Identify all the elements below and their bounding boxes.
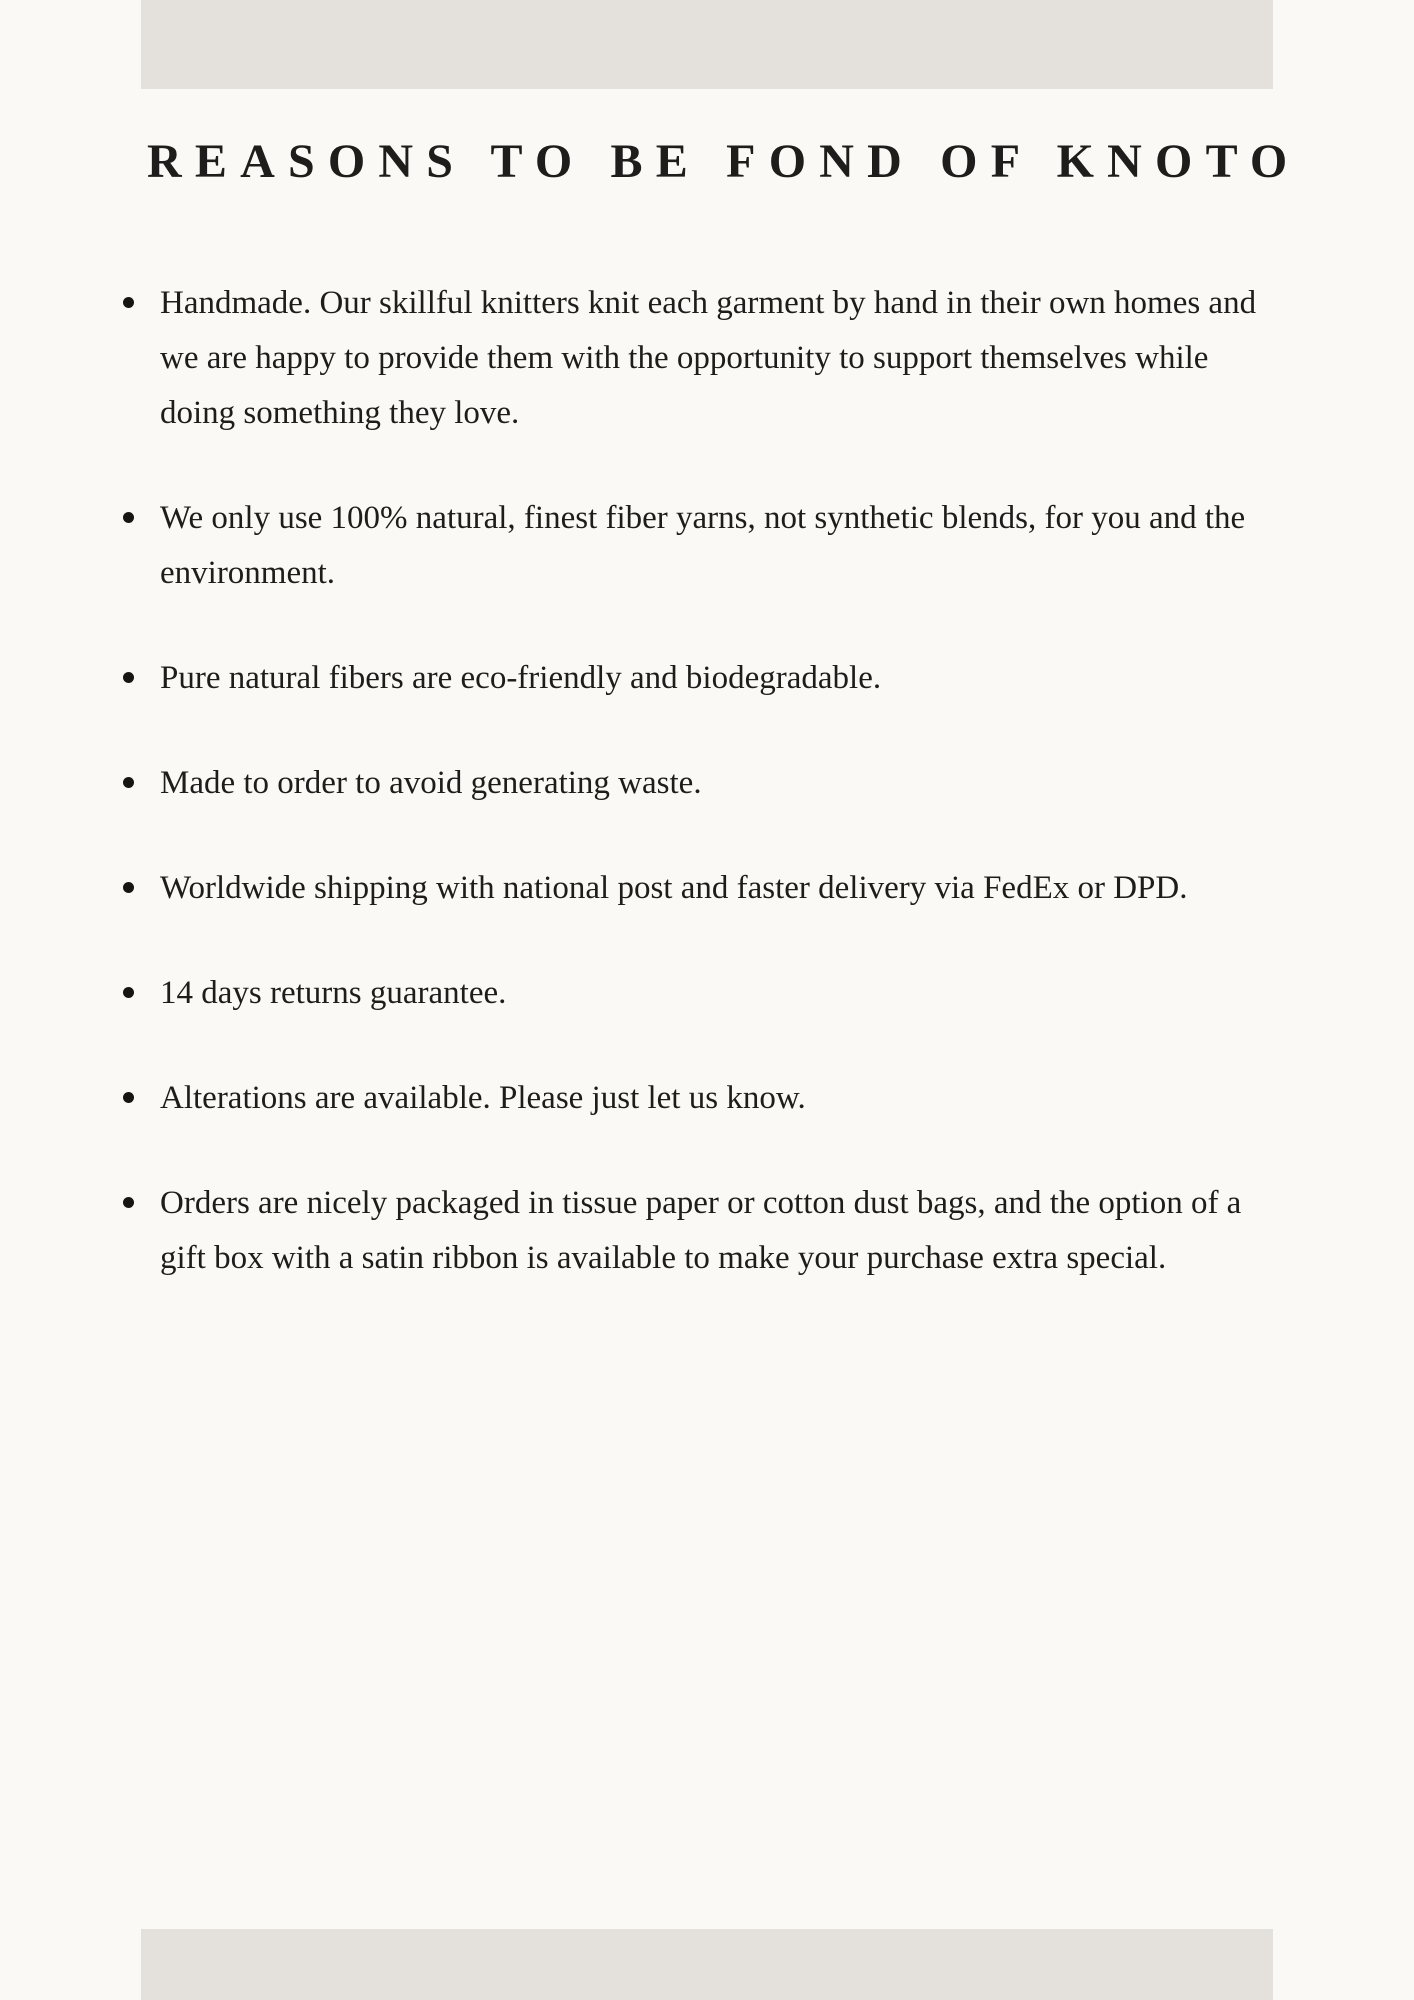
list-item (160, 861, 1276, 916)
list-item (160, 491, 1276, 601)
content-area (147, 0, 1301, 1336)
bullet-dot-icon (123, 512, 134, 523)
list-item-text: We only use 100% natural, finest fiber yarns, not synthetic blends, for you and the environment. (160, 500, 1246, 591)
list-item-text: Alterations are available. Please just let us know. (160, 1080, 806, 1116)
page-title: REASONS TO BE FOND OF KNOTO (147, 135, 1301, 188)
bullet-dot-icon (123, 987, 134, 998)
list-item-text: Made to order to avoid generating waste. (160, 765, 702, 801)
list-item-text: Worldwide shipping with national post and faster delivery via FedEx or DPD. (160, 870, 1188, 906)
bullet-dot-icon (123, 882, 134, 893)
list-item (160, 1071, 1276, 1126)
bullet-dot-icon (123, 1197, 134, 1208)
list-item-text: 14 days returns guarantee. (160, 975, 507, 1011)
list-item (160, 756, 1276, 811)
list-item (160, 1176, 1276, 1286)
list-item-text: Pure natural fibers are eco-friendly and biodegradable. (160, 660, 882, 696)
list-item (160, 966, 1276, 1021)
list-item-text: Handmade. Our skillful knitters knit each garment by hand in their own homes and we are happy to provide them with the opportunity to support themselves while doing something they love. (160, 285, 1257, 431)
list-item (160, 276, 1276, 441)
list-item-text: Orders are nicely packaged in tissue paper or cotton dust bags, and the option of a gift box with a satin ribbon is available to make your purchase extra special. (160, 1185, 1242, 1276)
bullet-dot-icon (123, 1092, 134, 1103)
bullet-list (160, 276, 1276, 1286)
bottom-band (141, 1929, 1273, 2000)
bullet-dot-icon (123, 672, 134, 683)
bullet-dot-icon (123, 777, 134, 788)
bullet-dot-icon (123, 297, 134, 308)
list-item (160, 651, 1276, 706)
